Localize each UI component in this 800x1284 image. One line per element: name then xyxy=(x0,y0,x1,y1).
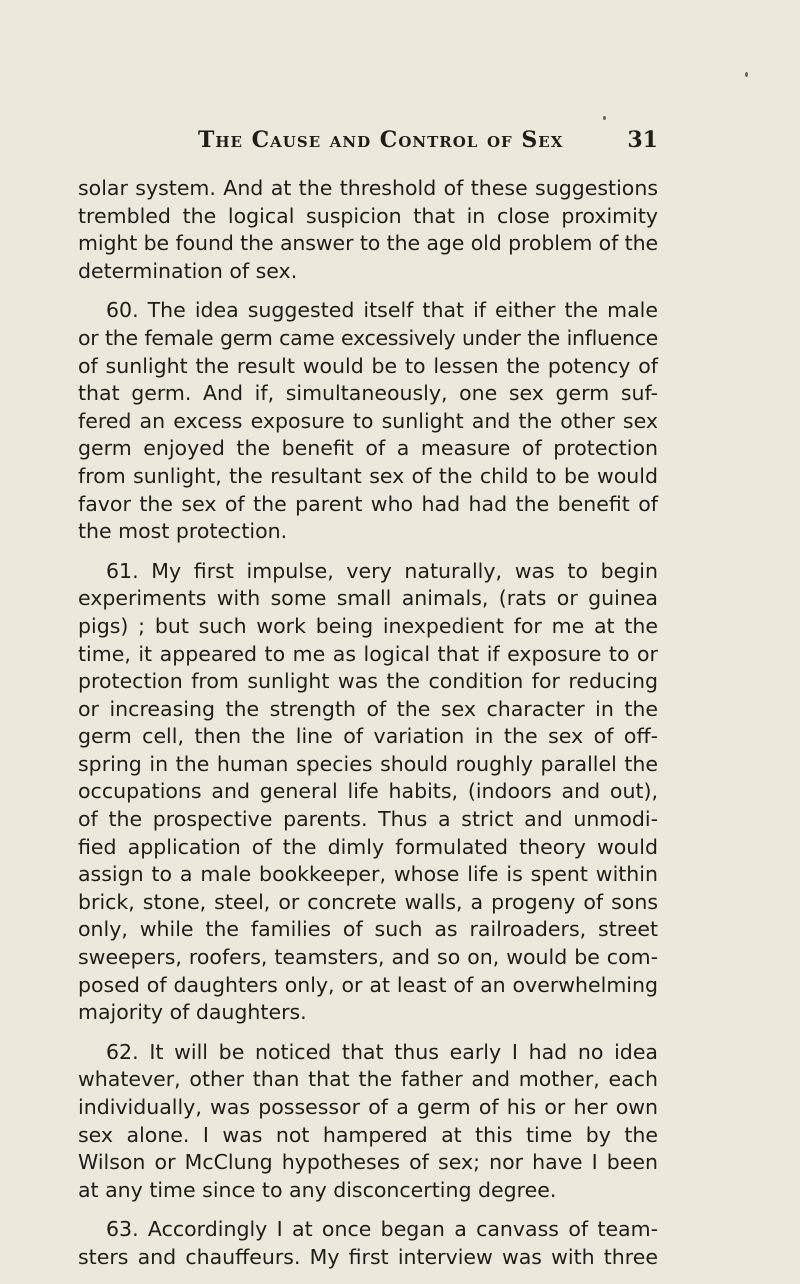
text-line: sters and chauffeurs. My first interview was with three xyxy=(78,1244,658,1269)
text-line: favor the sex of the parent who had had the benefit of xyxy=(78,491,658,516)
ink-speck xyxy=(745,72,748,77)
text-line: or increasing the strength of the sex character in the xyxy=(78,696,658,721)
text-line: 60. The idea suggested itself that if either the male xyxy=(106,298,658,323)
paragraph-62 xyxy=(78,1039,658,1205)
text-line: time, it appeared to me as logical that if exposure to or xyxy=(78,641,658,666)
text-line: majority of daughters. xyxy=(78,1000,307,1025)
text-line: fied application of the dimly formulated theory would xyxy=(78,834,658,859)
running-header-title: The Cause and Control of Sex xyxy=(198,127,564,153)
text-line: from sunlight, the resultant sex of the child to be would xyxy=(78,463,658,488)
text-line: experiments with some small animals, (rats or guinea xyxy=(78,586,658,611)
text-line: 62. It will be noticed that thus early I had no idea xyxy=(106,1039,658,1064)
body-text xyxy=(78,175,658,1284)
text-line: solar system. And at the threshold of these suggestions xyxy=(78,176,658,200)
text-line: sweepers, roofers, teamsters, and so on, would be com- xyxy=(78,945,658,970)
text-line: protection from sunlight was the condition for reducing xyxy=(78,669,658,694)
running-header xyxy=(78,127,658,161)
paragraph-60 xyxy=(78,297,658,545)
text-line: spring in the human species should roughly parallel the xyxy=(78,751,658,776)
text-line: Wilson or McClung hypotheses of sex; nor have I been xyxy=(78,1150,658,1175)
text-line: germ enjoyed the benefit of a measure of protection xyxy=(78,436,658,461)
text-line: fered an excess exposure to sunlight and the other sex xyxy=(78,408,658,433)
paragraph-61 xyxy=(78,558,658,1027)
text-line: trembled the logical suspicion that in close proximity xyxy=(78,203,658,228)
paragraph-continuation xyxy=(78,175,658,285)
ink-speck xyxy=(603,116,606,120)
text-line: sex alone. I was not hampered at this time by the xyxy=(78,1122,658,1147)
text-line: only, while the families of such as railroaders, street xyxy=(78,917,658,942)
text-line: pigs) ; but such work being inexpedient for me at the xyxy=(78,613,658,638)
text-line: whatever, other than that the father and mother, each xyxy=(78,1067,658,1092)
text-line: the most protection. xyxy=(78,519,288,544)
text-line: determination of sex. xyxy=(78,258,298,283)
text-line: posed of daughters only, or at least of an overwhelming xyxy=(78,972,658,997)
page-number: 31 xyxy=(627,127,658,153)
text-line: at any time since to any disconcerting degree. xyxy=(78,1177,557,1202)
text-line: occupations and general life habits, (indoors and out), xyxy=(78,779,658,804)
text-line: individually, was possessor of a germ of his or her own xyxy=(78,1095,658,1119)
text-line: that germ. And if, simultaneously, one sex germ suf- xyxy=(78,381,658,406)
text-line: of sunlight the result would be to lessen the potency of xyxy=(78,353,658,378)
text-line: 61. My first impulse, very naturally, was to begin xyxy=(106,558,658,583)
text-line: assign to a male bookkeeper, whose life is spent within xyxy=(78,862,658,887)
text-line: 63. Accordingly I at once began a canvass of team- xyxy=(106,1217,658,1242)
text-line: or the female germ came excessively under the influence xyxy=(78,325,658,350)
text-line: brick, stone, steel, or concrete walls, a progeny of sons xyxy=(78,889,658,914)
text-line: of the prospective parents. Thus a strict and unmodi- xyxy=(78,807,658,832)
text-line: germ cell, then the line of variation in the sex of off- xyxy=(78,724,658,749)
text-line: might be found the answer to the age old problem of the xyxy=(78,231,658,256)
paragraph-63 xyxy=(78,1216,658,1271)
